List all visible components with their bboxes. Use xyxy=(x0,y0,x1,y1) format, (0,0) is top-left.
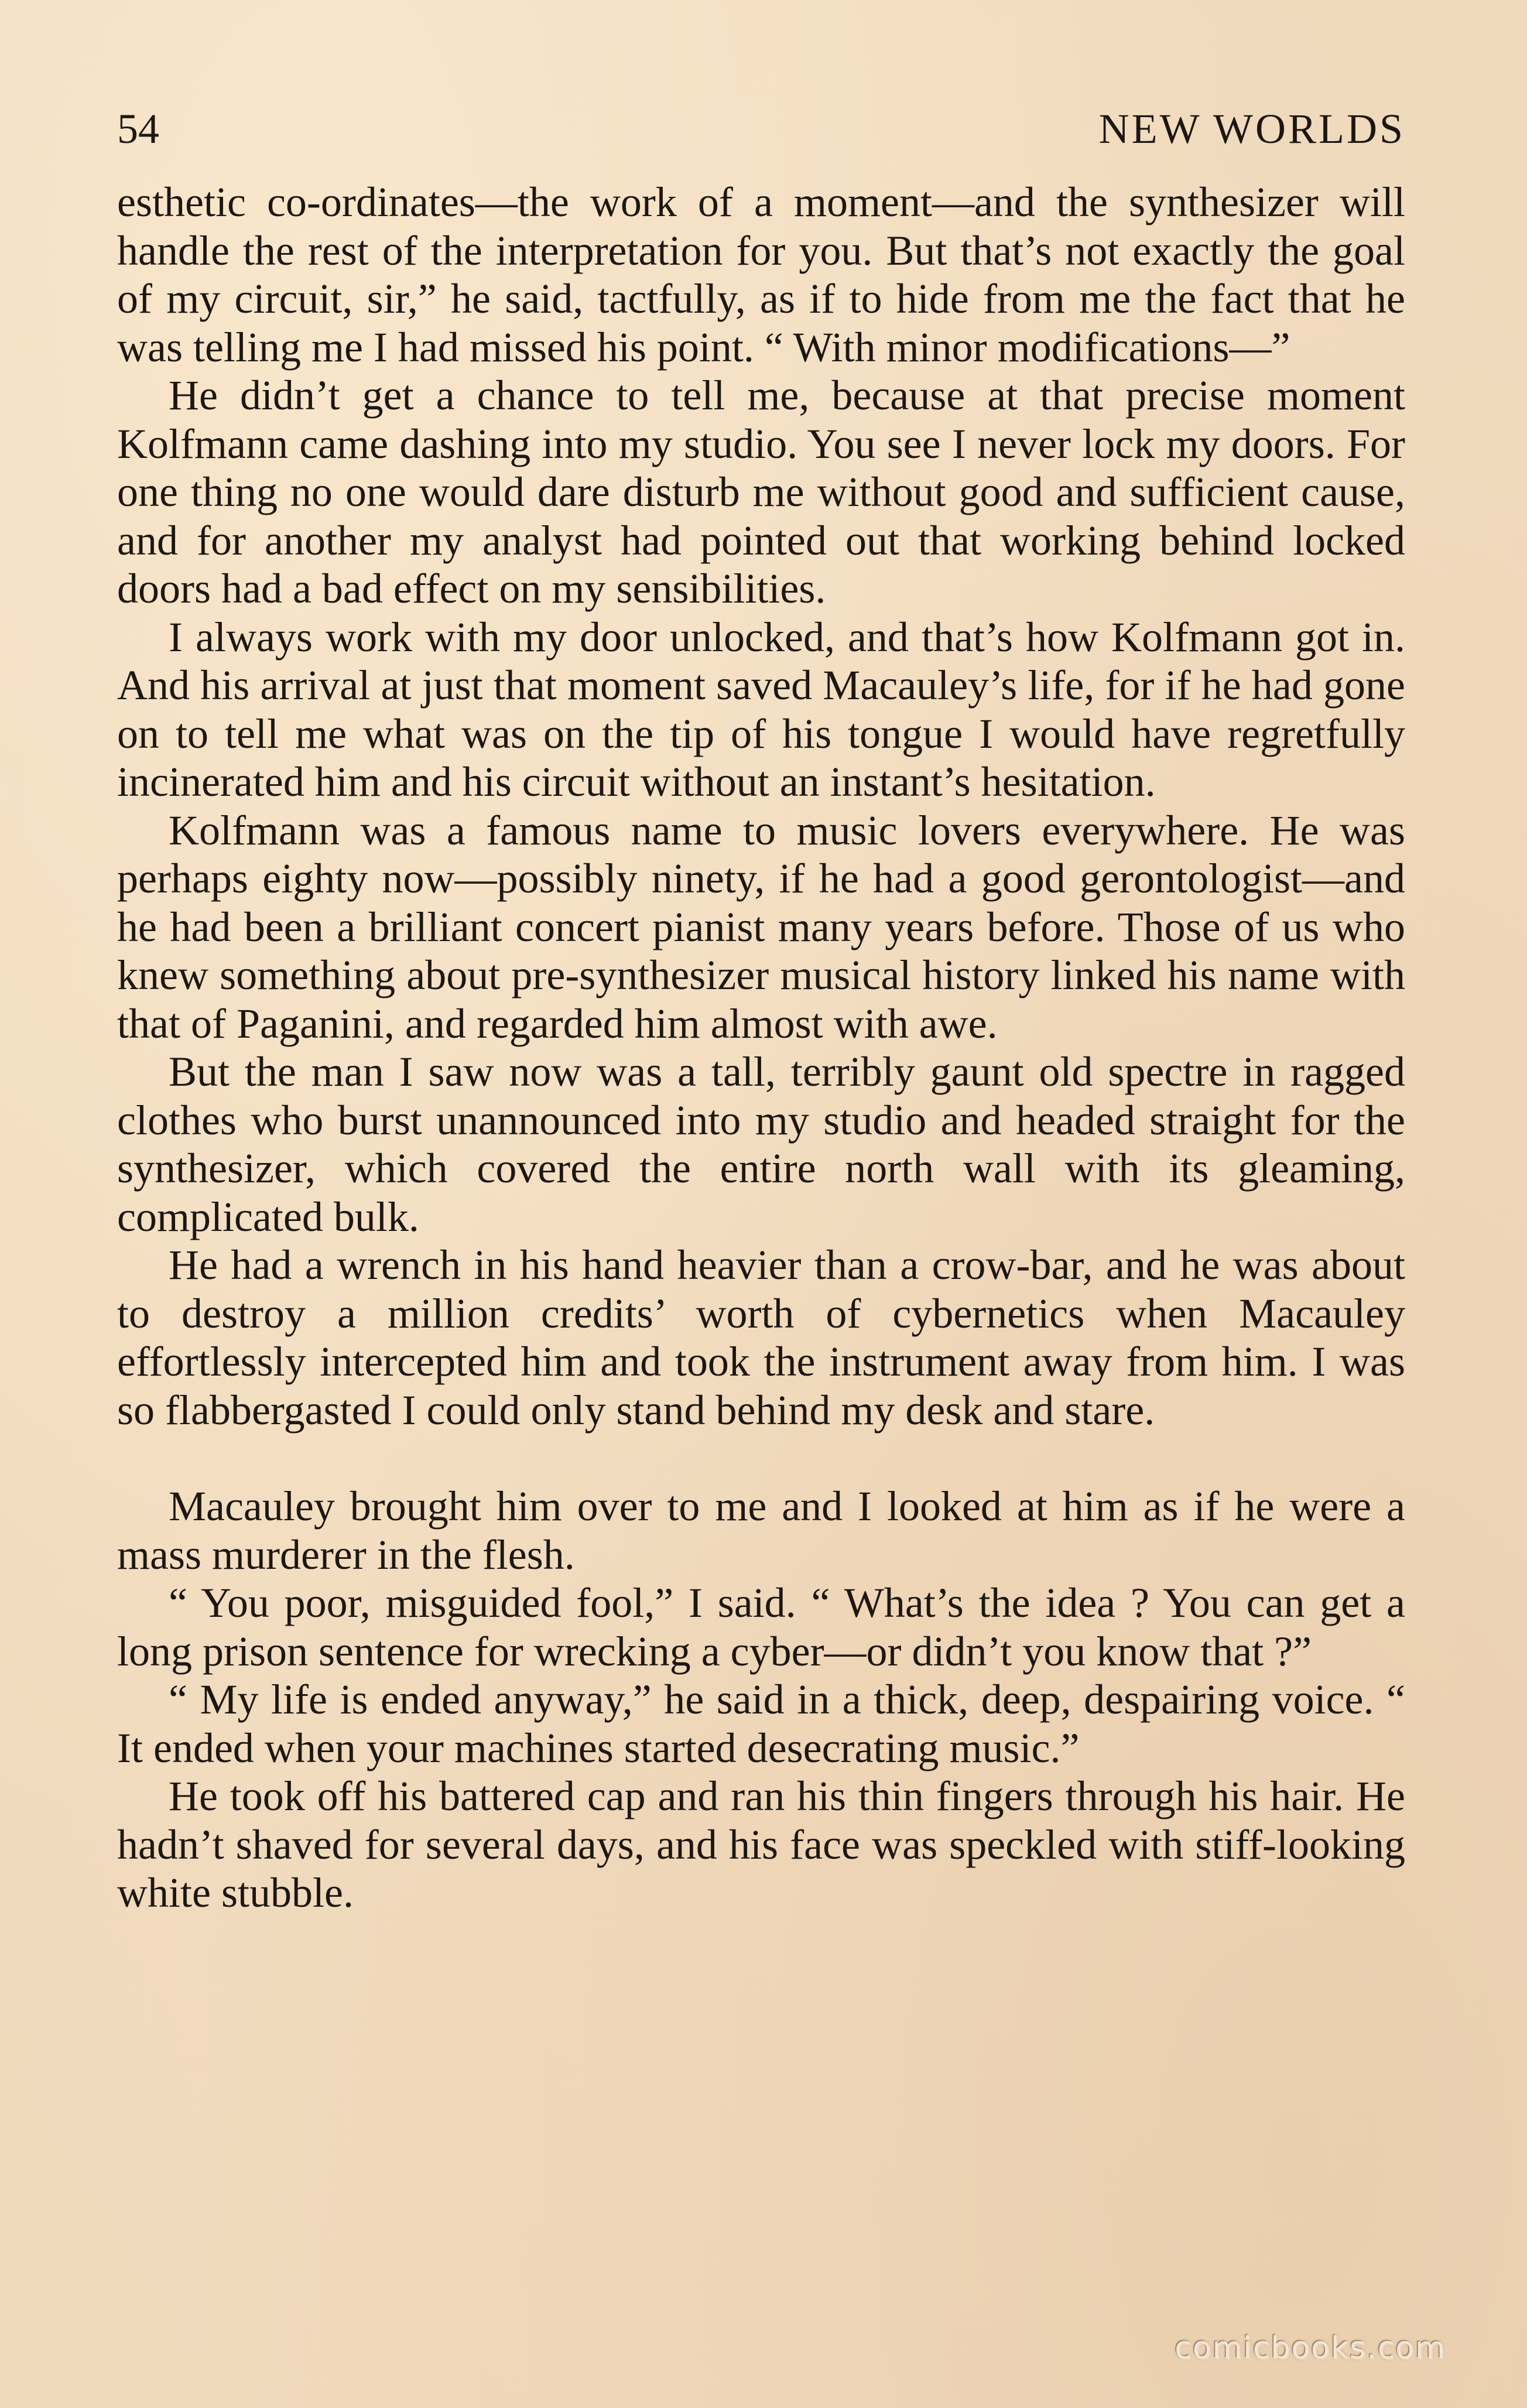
paragraph: Kolfmann was a famous name to music lovers everywhere. He was perhaps eighty now—possibly ninety, if he had a good gerontologist—and he had been a brilliant concert pianist many years before. Those of us who knew something about pre-synthesizer musical history linked his name with that of Paganini, and regarded him almost with awe. xyxy=(117,806,1405,1047)
page-number: 54 xyxy=(117,105,159,152)
running-head xyxy=(117,100,1405,158)
paragraph: I always work with my door unlocked, and that’s how Kolfmann got in. And his arrival at just that moment saved Macauley’s life, for if he had gone on to tell me what was on the tip of his tongue I would have regretfully incinerated him and his circuit without an instant’s hesitation. xyxy=(117,613,1405,805)
paragraph: He had a wrench in his hand heavier than a crow-bar, and he was about to destroy a million credits’ worth of cybernetics when Macauley effortlessly intercepted him and took the instrument away from him. I was so flabbergasted I could only stand behind my desk and stare. xyxy=(117,1241,1405,1434)
paragraph: “ My life is ended anyway,” he said in a thick, deep, despairing voice. “ It ended when your machines started desecrating music.” xyxy=(117,1676,1405,1771)
book-page xyxy=(117,100,1405,2325)
paragraph: “ You poor, misguided fool,” I said. “ What’s the idea ? You can get a long prison sentence for wrecking a cyber—or didn’t you know that ?” xyxy=(117,1579,1405,1675)
paragraph: He didn’t get a chance to tell me, because at that precise moment Kolfmann came dashing into my studio. You see I never lock my doors. For one thing no one would dare disturb me without good and sufficient cause, and for another my analyst had pointed out that working behind locked doors had a bad effect on my sensibilities. xyxy=(117,372,1405,612)
site-watermark: comicbooks.com xyxy=(1175,2331,1446,2366)
paragraph: But the man I saw now was a tall, terribly gaunt old spectre in ragged clothes who burst unannounced into my studio and headed straight for the synthesizer, which covered the entire north wall with its gleaming, complicated bulk. xyxy=(117,1048,1405,1240)
journal-title: NEW WORLDS xyxy=(1098,105,1405,152)
paragraph: He took off his battered cap and ran his thin fingers through his hair. He hadn’t shaved for several days, and his face was speckled with stiff-looking white stubble. xyxy=(117,1773,1405,1916)
paragraph-after-section-break: Macauley brought him over to me and I looked at him as if he were a mass murderer in the flesh. xyxy=(117,1483,1405,1578)
body-text xyxy=(117,178,1405,1917)
paragraph-continued: esthetic co-ordinates—the work of a moment—and the synthesizer will handle the rest of the interpretation for you. But that’s not exactly the goal of my circuit, sir,” he said, tactfully, as if to hide from me the fact that he was telling me I had missed his point. “ With minor modifications—” xyxy=(117,179,1405,371)
